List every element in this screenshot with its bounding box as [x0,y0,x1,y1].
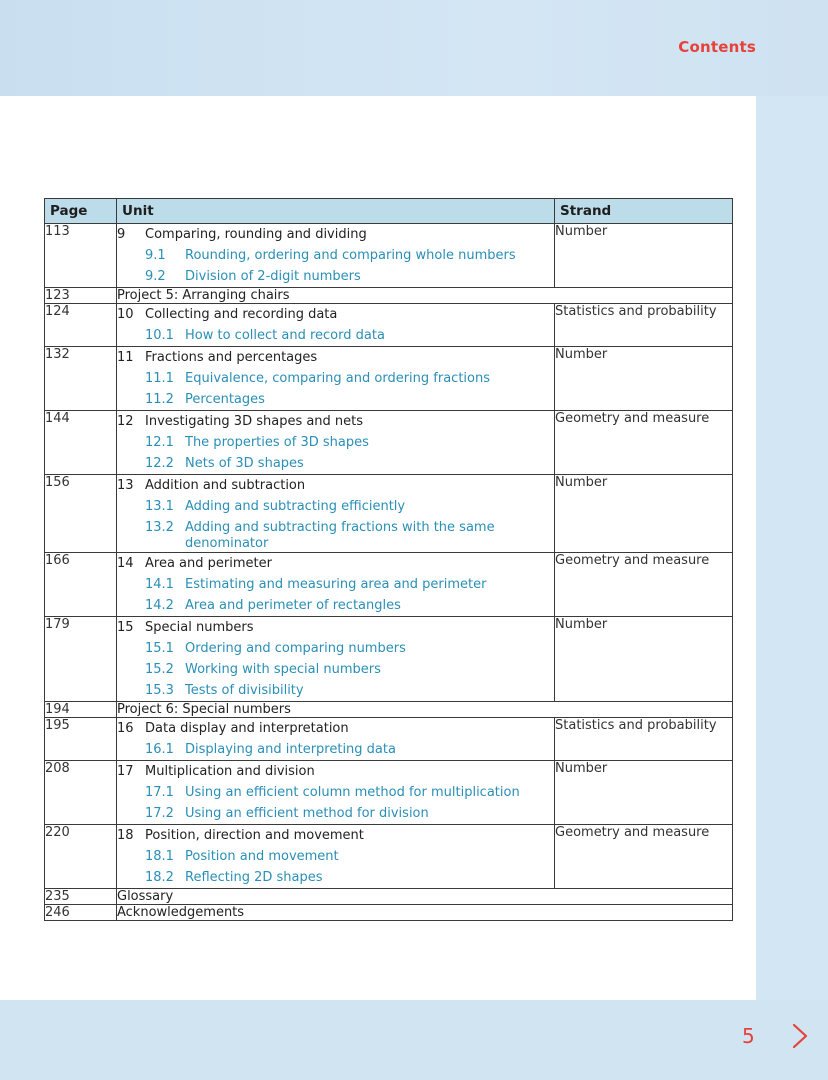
row-unit [117,411,555,475]
subsection-number: 12.2 [145,456,174,471]
unit-title: Special numbers [145,620,254,635]
subsection[interactable] [117,453,554,474]
subsection[interactable] [117,517,554,552]
contents-table [44,198,733,921]
row-unit [117,761,555,825]
row-unit [117,617,555,702]
unit-number: 13 [117,478,134,493]
chevron-right-icon[interactable] [788,1020,812,1052]
subsection[interactable] [117,846,554,867]
unit-row [45,224,733,288]
subsection-number: 11.2 [145,392,174,407]
unit-number: 18 [117,828,134,843]
subsection-number: 15.3 [145,683,174,698]
unit-row [45,617,733,702]
row-page: 179 [45,617,117,702]
row-unit [117,224,555,288]
unit-title: Collecting and recording data [145,307,338,322]
row-page: 208 [45,761,117,825]
subsection[interactable] [117,739,554,760]
header-strand: Strand [555,199,733,224]
row-page: 246 [45,905,117,921]
subsection-number: 18.2 [145,870,174,885]
row-strand: Geometry and measure [555,553,733,617]
header-band [0,0,828,96]
row-unit [117,304,555,347]
unit-title: Area and perimeter [145,556,272,571]
subsection-number: 15.2 [145,662,174,677]
subsection[interactable] [117,867,554,888]
unit-row [45,825,733,889]
subsection-number: 13.1 [145,499,174,514]
row-strand: Statistics and probability [555,718,733,761]
row-unit [117,347,555,411]
unit-title: Addition and subtraction [145,478,306,493]
subsection-number: 9.2 [145,269,166,284]
unit-heading[interactable] [117,304,554,325]
subsection-title: Nets of 3D shapes [185,456,304,471]
project-row [45,905,733,921]
row-title[interactable]: Project 6: Special numbers [117,702,733,718]
unit-title: Investigating 3D shapes and nets [145,414,364,429]
row-strand: Geometry and measure [555,825,733,889]
unit-title: Comparing, rounding and dividing [145,227,367,242]
subsection[interactable] [117,389,554,410]
subsection-number: 17.2 [145,806,174,821]
unit-row [45,411,733,475]
unit-row [45,475,733,553]
unit-row [45,347,733,411]
subsection-title: Position and movement [185,849,339,864]
subsection-number: 10.1 [145,328,174,343]
unit-number: 17 [117,764,134,779]
subsection-title: Using an efficient method for division [185,806,429,821]
subsection-title: Percentages [185,392,265,407]
unit-number: 16 [117,721,134,736]
subsection-number: 9.1 [145,248,166,263]
row-unit [117,718,555,761]
subsection-title: Area and perimeter of rectangles [185,598,401,613]
subsection-title: Using an efficient column method for multiplication [185,785,520,800]
unit-heading[interactable] [117,761,554,782]
row-strand: Number [555,224,733,288]
unit-row [45,304,733,347]
unit-row [45,718,733,761]
row-unit [117,553,555,617]
project-row [45,288,733,304]
subsection[interactable] [117,245,554,266]
subsection[interactable] [117,782,554,803]
row-strand: Number [555,617,733,702]
project-row [45,702,733,718]
unit-heading[interactable] [117,411,554,432]
row-page: 123 [45,288,117,304]
subsection-number: 11.1 [145,371,174,386]
unit-number: 9 [117,227,126,242]
row-page: 113 [45,224,117,288]
row-strand: Geometry and measure [555,411,733,475]
project-row [45,889,733,905]
unit-heading[interactable] [117,617,554,638]
subsection[interactable] [117,574,554,595]
footer-band [0,1000,828,1080]
row-strand: Number [555,347,733,411]
subsection-title: Reflecting 2D shapes [185,870,323,885]
row-page: 132 [45,347,117,411]
row-strand: Statistics and probability [555,304,733,347]
subsection[interactable] [117,266,554,287]
row-page: 166 [45,553,117,617]
unit-heading[interactable] [117,224,554,245]
row-page: 194 [45,702,117,718]
page-number: 5 [742,1024,755,1048]
row-unit [117,475,555,553]
unit-heading[interactable] [117,347,554,368]
unit-title: Fractions and percentages [145,350,318,365]
subsection-number: 16.1 [145,742,174,757]
subsection[interactable] [117,496,554,517]
unit-number: 10 [117,307,134,322]
subsection[interactable] [117,680,554,701]
row-page: 144 [45,411,117,475]
subsection-title: Estimating and measuring area and perimeter [185,577,487,592]
subsection-title: Tests of divisibility [185,683,304,698]
subsection-title: Division of 2-digit numbers [185,269,361,284]
subsection[interactable] [117,659,554,680]
row-page: 156 [45,475,117,553]
subsection-title: Adding and subtracting efficiently [185,499,406,514]
table-header-row [45,199,733,224]
row-strand: Number [555,475,733,553]
subsection-title: Ordering and comparing numbers [185,641,406,656]
unit-heading[interactable] [117,475,554,496]
subsection[interactable] [117,595,554,616]
subsection[interactable] [117,638,554,659]
unit-heading[interactable] [117,825,554,846]
subsection[interactable] [117,803,554,824]
subsection[interactable] [117,368,554,389]
unit-number: 15 [117,620,134,635]
side-band [756,96,828,1000]
unit-title: Position, direction and movement [145,828,364,843]
row-page: 220 [45,825,117,889]
row-page: 195 [45,718,117,761]
subsection[interactable] [117,432,554,453]
subsection-number: 14.2 [145,598,174,613]
unit-heading[interactable] [117,718,554,739]
unit-number: 14 [117,556,134,571]
subsection-title: Equivalence, comparing and ordering fractions [185,371,490,386]
row-title[interactable]: Acknowledgements [117,905,733,921]
row-title[interactable]: Glossary [117,889,733,905]
unit-heading[interactable] [117,553,554,574]
row-title[interactable]: Project 5: Arranging chairs [117,288,733,304]
subsection-title: Rounding, ordering and comparing whole numbers [185,248,516,263]
subsection[interactable] [117,325,554,346]
subsection-number: 17.1 [145,785,174,800]
row-page: 124 [45,304,117,347]
table-body [45,224,733,921]
subsection-title: Working with special numbers [185,662,381,677]
unit-row [45,761,733,825]
unit-row [45,553,733,617]
row-unit [117,825,555,889]
unit-number: 12 [117,414,134,429]
unit-title: Multiplication and division [145,764,315,779]
row-strand: Number [555,761,733,825]
subsection-number: 13.2 [145,520,174,535]
subsection-number: 14.1 [145,577,174,592]
subsection-title: Adding and subtracting fractions with the same denominator [185,520,495,551]
unit-number: 11 [117,350,134,365]
subsection-number: 18.1 [145,849,174,864]
subsection-title: How to collect and record data [185,328,385,343]
subsection-title: Displaying and interpreting data [185,742,396,757]
subsection-number: 12.1 [145,435,174,450]
subsection-number: 15.1 [145,641,174,656]
unit-title: Data display and interpretation [145,721,349,736]
row-page: 235 [45,889,117,905]
subsection-title: The properties of 3D shapes [185,435,369,450]
header-unit: Unit [117,199,555,224]
page-title: Contents [678,38,756,56]
header-page: Page [45,199,117,224]
